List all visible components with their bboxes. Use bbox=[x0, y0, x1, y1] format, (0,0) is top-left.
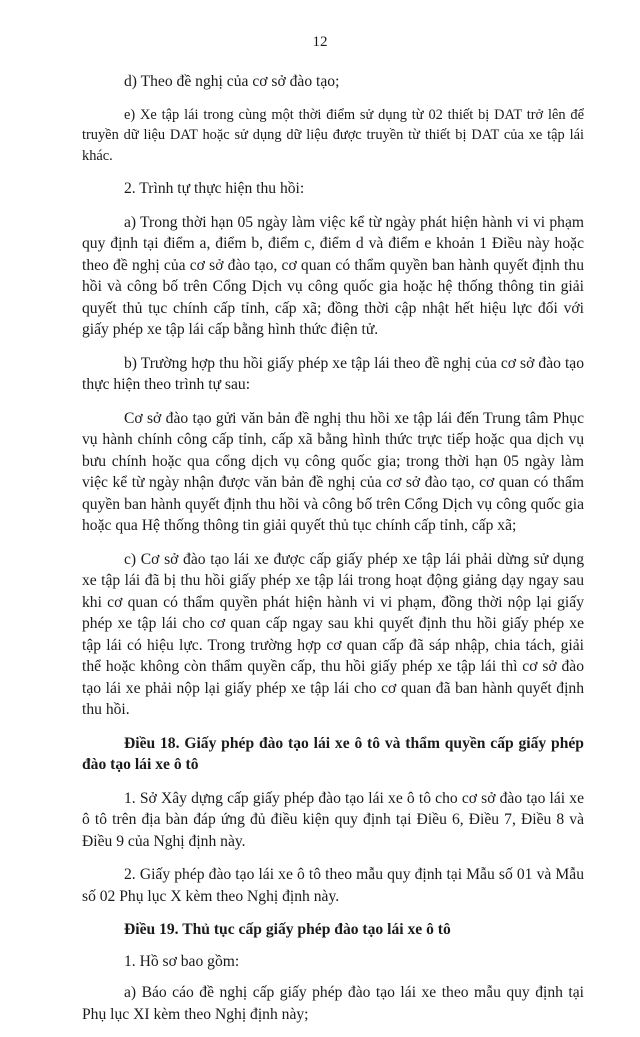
article-heading: Điều 19. Thủ tục cấp giấy phép đào tạo lái xe ô tô bbox=[124, 921, 451, 938]
paragraph: a) Báo cáo đề nghị cấp giấy phép đào tạo lái xe theo mẫu quy định tại Phụ lục XI kèm theo Nghị định này; bbox=[82, 984, 584, 1023]
paragraph: e) Xe tập lái trong cùng một thời điểm sử dụng từ 02 thiết bị DAT trở lên để truyền dữ liệu DAT hoặc sử dụng dữ liệu được truyền từ thiết bị DAT của xe tập lái khác. bbox=[82, 106, 584, 164]
paragraph: a) Trong thời hạn 05 ngày làm việc kể từ ngày phát hiện hành vi vi phạm quy định tại điểm a, điểm b, điểm c, điểm d và điểm e khoản 1 Điều này hoặc theo đề nghị của cơ sở đào tạo, cơ quan có thẩm quyền ban hành quyết định thu hồi và công bố trên Cổng Dịch vụ công quốc gia hoặc hệ thống thông tin giải quyết thủ tục chính cấp tỉnh, cấp xã; đồng thời cập nhật hết hiệu lực đối với giấy phép xe tập lái cấp bằng hình thức điện tử. bbox=[82, 213, 584, 338]
page-number: 12 bbox=[312, 34, 328, 50]
paragraph: 2. Trình tự thực hiện thu hồi: bbox=[124, 180, 305, 197]
document-body bbox=[82, 71, 584, 1037]
paragraph: 2. Giấy phép đào tạo lái xe ô tô theo mẫu quy định tại Mẫu số 01 và Mẫu số 02 Phụ lục X kèm theo Nghị định này. bbox=[82, 866, 584, 905]
paragraph: 1. Sở Xây dựng cấp giấy phép đào tạo lái xe ô tô cho cơ sở đào tạo lái xe ô tô trên địa bàn đáp ứng đủ điều kiện quy định tại Điều 6, Điều 7, Điều 8 và Điều 9 của Nghị định này. bbox=[82, 789, 584, 850]
paragraph: c) Cơ sở đào tạo lái xe được cấp giấy phép xe tập lái phải dừng sử dụng xe tập lái đã bị thu hồi giấy phép xe tập lái trong hoạt động giảng dạy ngay sau khi cơ quan có thẩm quyền phát hiện hành vi vi phạm, đồng thời nộp lại giấy phép xe tập lái cho cơ quan cấp ngay sau khi quyết định thu hồi giấy phép xe tập lái có hiệu lực. Trong trường hợp cơ quan cấp đã sáp nhập, chia tách, giải thể hoặc không còn thẩm quyền cấp, thu hồi giấy phép xe tập lái thì cơ sở đào tạo lái xe phải nộp lại giấy phép xe tập lái cho cơ quan đã ban hành quyết định thu hồi. bbox=[82, 550, 584, 718]
paragraph: b) Trường hợp thu hồi giấy phép xe tập lái theo đề nghị của cơ sở đào tạo thực hiện theo trình tự sau: bbox=[82, 354, 584, 393]
paragraph: d) Theo đề nghị của cơ sở đào tạo; bbox=[124, 73, 340, 90]
article-heading: Điều 18. Giấy phép đào tạo lái xe ô tô và thẩm quyền cấp giấy phép đào tạo lái xe ô tô bbox=[82, 734, 584, 773]
paragraph: 1. Hồ sơ bao gồm: bbox=[124, 952, 240, 970]
paragraph: Cơ sở đào tạo gửi văn bản đề nghị thu hồi xe tập lái đến Trung tâm Phục vụ hành chính công cấp tỉnh, cấp xã bằng hình thức trực tiếp hoặc qua dịch vụ bưu chính hoặc qua cổng dịch vụ công quốc gia; trong thời hạn 05 ngày làm việc kể từ ngày nhận được văn bản đề nghị của cơ sở đào tạo, cơ quan có thẩm quyền ban hành quyết định thu hồi và công bố trên Cổng Dịch vụ công quốc gia hoặc qua Hệ thống thông tin giải quyết thủ tục chính cấp tỉnh, cấp xã; bbox=[82, 409, 584, 534]
